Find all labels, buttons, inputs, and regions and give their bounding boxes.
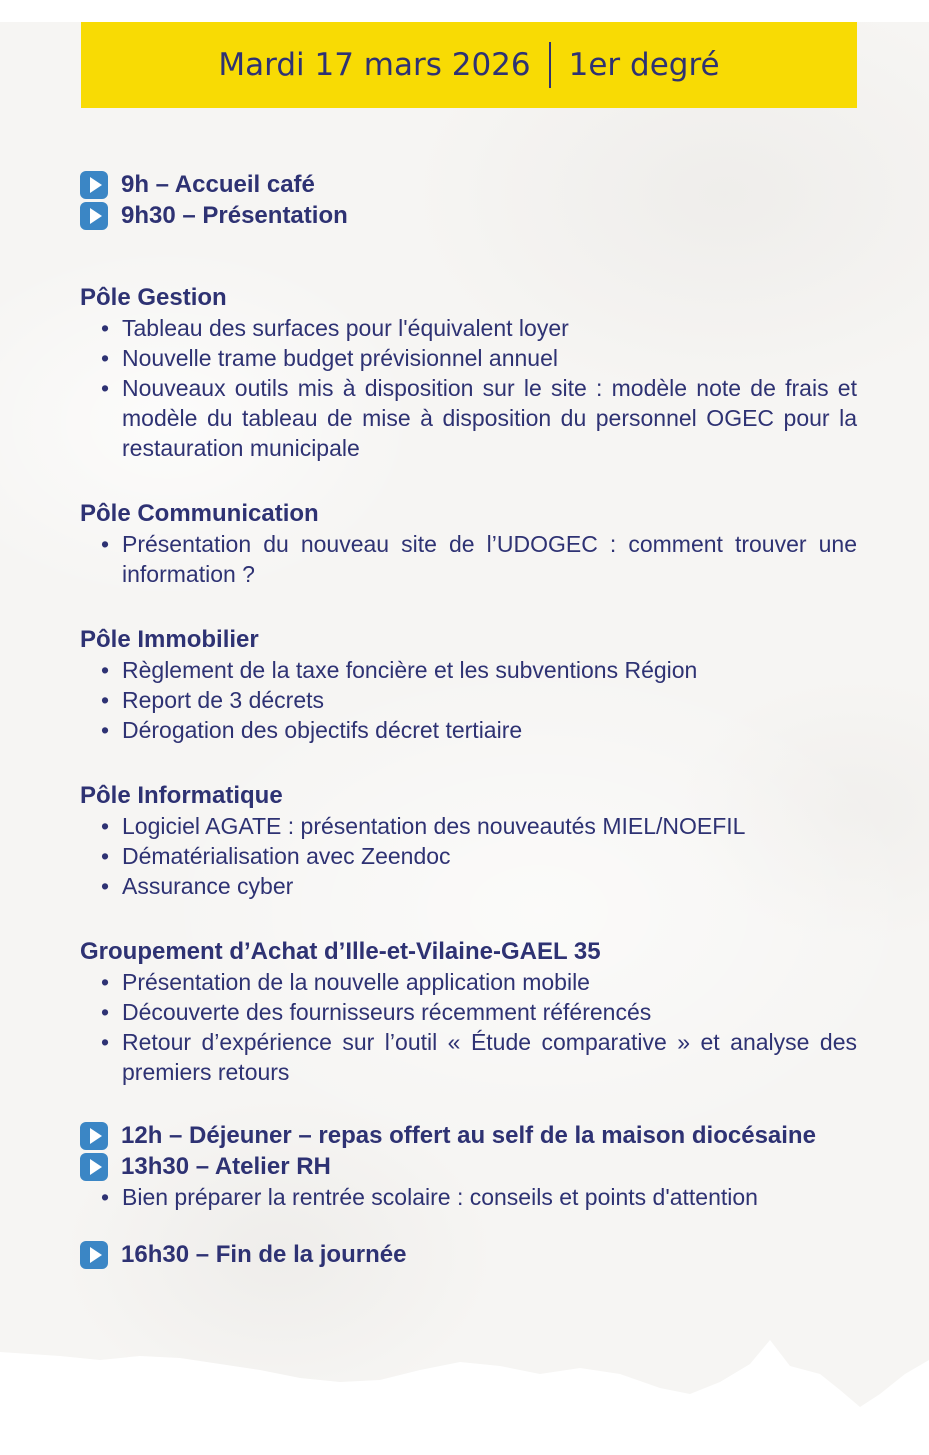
section-bullet-list	[80, 529, 857, 589]
section-title: Pôle Communication	[80, 500, 319, 527]
section-title: Pôle Informatique	[80, 782, 283, 809]
schedule-row-16h30	[80, 1240, 857, 1270]
schedule-label: 9h – Accueil café	[121, 171, 315, 198]
list-item: • Dérogation des objectifs décret tertiaire	[80, 715, 857, 745]
play-icon	[80, 1122, 108, 1150]
play-icon	[80, 1241, 108, 1269]
header-divider	[549, 42, 551, 88]
schedule-label: 13h30 – Atelier RH	[121, 1153, 331, 1180]
play-icon	[80, 1153, 108, 1181]
schedule-label: 9h30 – Présentation	[121, 202, 348, 229]
list-item: • Assurance cyber	[80, 871, 857, 901]
section-pole-informatique	[80, 781, 857, 901]
section-title: Groupement d’Achat d’Ille-et-Vilaine-GAEL 35	[80, 938, 601, 965]
list-item: • Dématérialisation avec Zeendoc	[80, 841, 857, 871]
schedule-label: 16h30 – Fin de la journée	[121, 1241, 407, 1268]
schedule-label: 12h – Déjeuner – repas offert au self de la maison diocésaine	[121, 1122, 816, 1149]
list-item: • Nouveaux outils mis à disposition sur le site : modèle note de frais et modèle du tableau de mise à disposition du personnel OGEC pour la restauration municipale	[80, 373, 857, 463]
schedule-row-13h30	[80, 1152, 857, 1182]
list-item: • Retour d’expérience sur l’outil « Étude comparative » et analyse des premiers retours	[80, 1027, 857, 1087]
section-pole-immobilier	[80, 625, 857, 745]
play-icon	[80, 202, 108, 230]
section-bullet-list	[80, 313, 857, 463]
list-item: • Découverte des fournisseurs récemment référencés	[80, 997, 857, 1027]
list-item: • Report de 3 décrets	[80, 685, 857, 715]
morning-schedule	[80, 170, 857, 231]
section-bullet-list	[80, 655, 857, 745]
list-item: • Logiciel AGATE : présentation des nouveautés MIEL/NOEFIL	[80, 811, 857, 841]
section-bullet-list	[80, 967, 857, 1087]
section-pole-communication	[80, 499, 857, 589]
list-item: • Bien préparer la rentrée scolaire : conseils et points d'attention	[80, 1182, 857, 1212]
play-icon	[80, 171, 108, 199]
atelier-rh-list	[80, 1182, 857, 1212]
list-item: • Présentation du nouveau site de l’UDOGEC : comment trouver une information ?	[80, 529, 857, 589]
section-pole-gestion	[80, 283, 857, 463]
section-groupement-achat	[80, 937, 857, 1087]
list-item: • Nouvelle trame budget prévisionnel annuel	[80, 343, 857, 373]
header-banner	[81, 22, 857, 108]
header-date: Mardi 17 mars 2026	[218, 47, 531, 83]
list-item: • Règlement de la taxe foncière et les subventions Région	[80, 655, 857, 685]
schedule-row-9h	[80, 170, 857, 200]
header-degree: 1er degré	[568, 47, 720, 83]
schedule-row-12h	[80, 1121, 857, 1151]
schedule-row-9h30	[80, 201, 857, 231]
section-bullet-list	[80, 811, 857, 901]
section-title: Pôle Gestion	[80, 284, 227, 311]
section-title: Pôle Immobilier	[80, 626, 259, 653]
list-item: • Tableau des surfaces pour l'équivalent loyer	[80, 313, 857, 343]
list-item: • Présentation de la nouvelle application mobile	[80, 967, 857, 997]
agenda-page	[0, 22, 929, 1270]
